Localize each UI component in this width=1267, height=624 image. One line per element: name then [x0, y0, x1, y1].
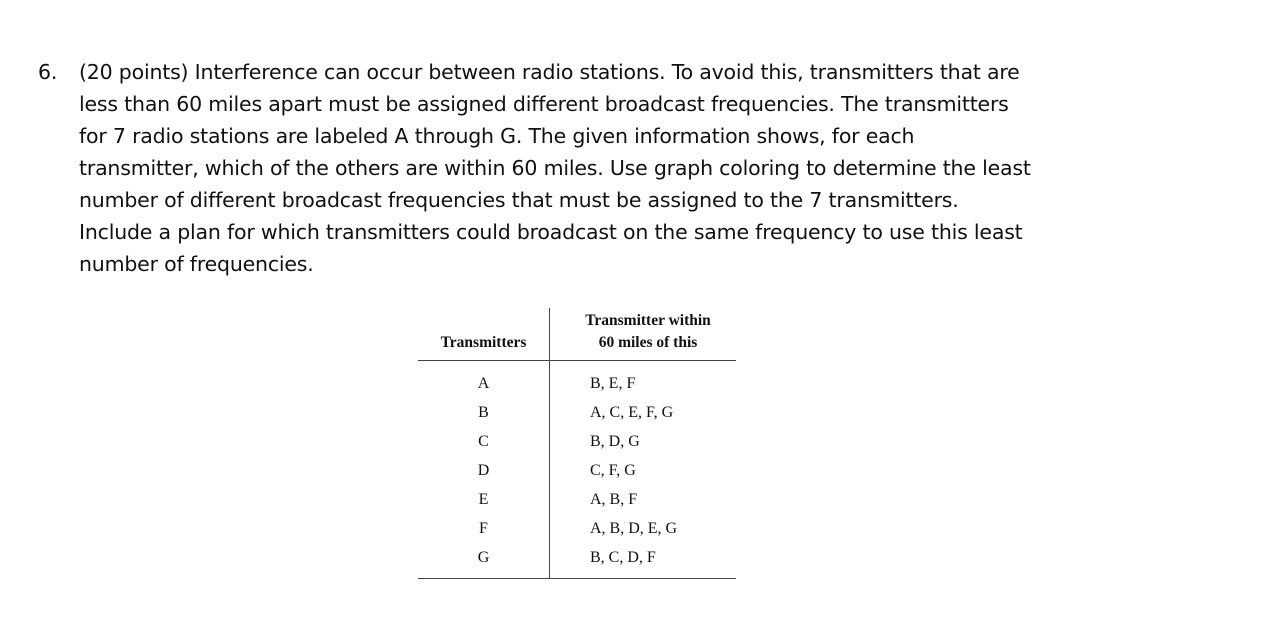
transmitter-cell: G	[418, 543, 550, 579]
table-row	[418, 361, 736, 399]
table-row	[418, 485, 736, 514]
transmitter-cell: A	[418, 361, 550, 399]
question-number: 6.	[38, 60, 58, 84]
within-cell: B, E, F	[590, 374, 636, 392]
within-cell: B, D, G	[590, 432, 640, 450]
table-header-row	[418, 308, 736, 361]
within-cell: C, F, G	[590, 461, 636, 479]
transmitter-table	[418, 308, 736, 579]
question-text: (20 points) Interference can occur between radio stations. To avoid this, transmitters that are less than 60 miles apart must be assigned different broadcast frequencies. The transmitters for 7 radio stations are labeled A through G. The given information shows, for each transmitter, which of the others are within 60 miles. Use graph coloring to determine the least number of different broadcast frequencies that must be assigned to the 7 transmitters. Include a plan for which transmitters could broadcast on the same frequency to use this least number of frequencies.	[79, 60, 1031, 276]
within-cell: A, B, D, E, G	[590, 519, 678, 537]
header-within-line2: 60 miles of this	[598, 334, 698, 351]
transmitter-cell: E	[418, 485, 550, 514]
table-row	[418, 456, 736, 485]
header-within-line1: Transmitter within	[585, 312, 711, 329]
within-cell: A, C, E, F, G	[590, 403, 674, 421]
header-transmitters: Transmitters	[418, 308, 550, 361]
transmitter-cell: C	[418, 427, 550, 456]
transmitter-cell: F	[418, 514, 550, 543]
table-row	[418, 543, 736, 579]
table-row	[418, 514, 736, 543]
question-block	[38, 56, 1038, 280]
table-row	[418, 427, 736, 456]
table-row	[418, 398, 736, 427]
within-cell: B, C, D, F	[550, 543, 737, 579]
within-cell: A, B, F	[590, 490, 638, 508]
transmitter-cell: D	[418, 456, 550, 485]
header-within-60-miles	[550, 308, 737, 361]
transmitter-cell: B	[418, 398, 550, 427]
